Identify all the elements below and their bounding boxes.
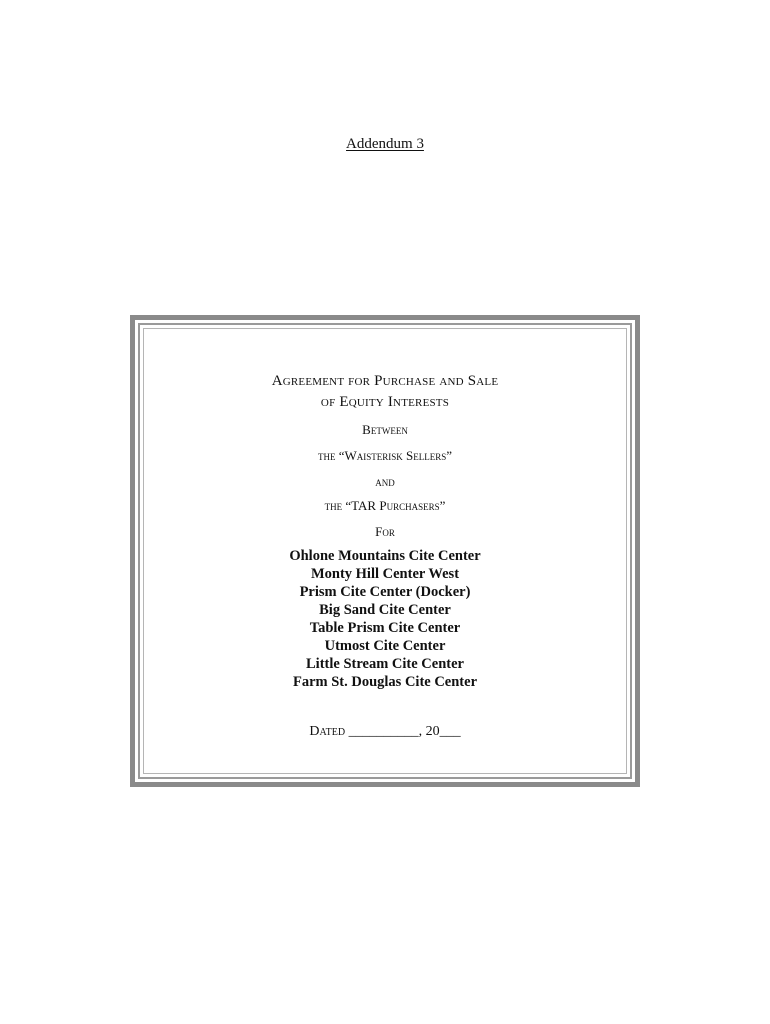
property-item: Table Prism Cite Center: [309, 620, 461, 636]
agreement-heading-line2: of Equity Interests: [320, 394, 450, 410]
and-label: and: [375, 474, 395, 489]
property-item: Big Sand Cite Center: [319, 602, 451, 618]
for-label: For: [375, 524, 395, 539]
cover-frame: [130, 315, 640, 787]
sellers-party: the “Waisterisk Sellers”: [317, 448, 453, 463]
property-item: Prism Cite Center (Docker): [299, 584, 471, 600]
dated-line: Dated __________, 20___: [309, 724, 461, 739]
property-item: Utmost Cite Center: [324, 638, 446, 654]
addendum-title: Addendum 3: [346, 136, 424, 152]
property-item: Monty Hill Center West: [310, 566, 460, 582]
agreement-heading-line1: Agreement for Purchase and Sale: [271, 373, 499, 389]
property-item: Farm St. Douglas Cite Center: [292, 674, 478, 690]
purchasers-party: the “TAR Purchasers”: [324, 498, 446, 513]
property-item: Ohlone Mountains Cite Center: [289, 548, 481, 564]
between-label: Between: [362, 422, 408, 437]
property-item: Little Stream Cite Center: [306, 656, 464, 672]
